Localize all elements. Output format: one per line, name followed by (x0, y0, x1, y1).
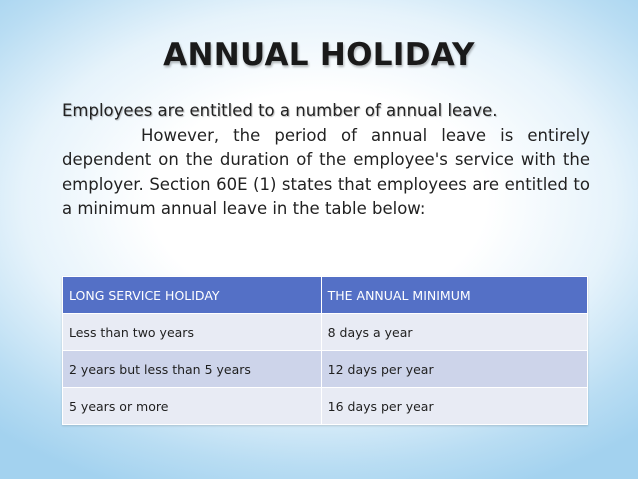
body-paragraph: However, the period of annual leave is entirely dependent on the duration of the employee's service with the employer. Section 60E (1) states that employees are entitled to a minimum annual leave in the table below: (62, 125, 590, 218)
lead-sentence: Employees are entitled to a number of annual leave. (62, 101, 498, 120)
body-text (62, 99, 590, 222)
annual-leave-table (62, 276, 588, 425)
table-header-row (63, 277, 588, 314)
cell-annual-minimum: 12 days per year (321, 351, 587, 388)
table-row (63, 388, 588, 425)
cell-service-period: 2 years but less than 5 years (63, 351, 322, 388)
header-long-service-holiday: LONG SERVICE HOLIDAY (63, 277, 322, 314)
cell-service-period: Less than two years (63, 314, 322, 351)
table-row (63, 351, 588, 388)
cell-service-period: 5 years or more (63, 388, 322, 425)
cell-annual-minimum: 16 days per year (321, 388, 587, 425)
header-annual-minimum: THE ANNUAL MINIMUM (321, 277, 587, 314)
slide-title: ANNUAL HOLIDAY (163, 37, 475, 73)
cell-annual-minimum: 8 days a year (321, 314, 587, 351)
table-row (63, 314, 588, 351)
